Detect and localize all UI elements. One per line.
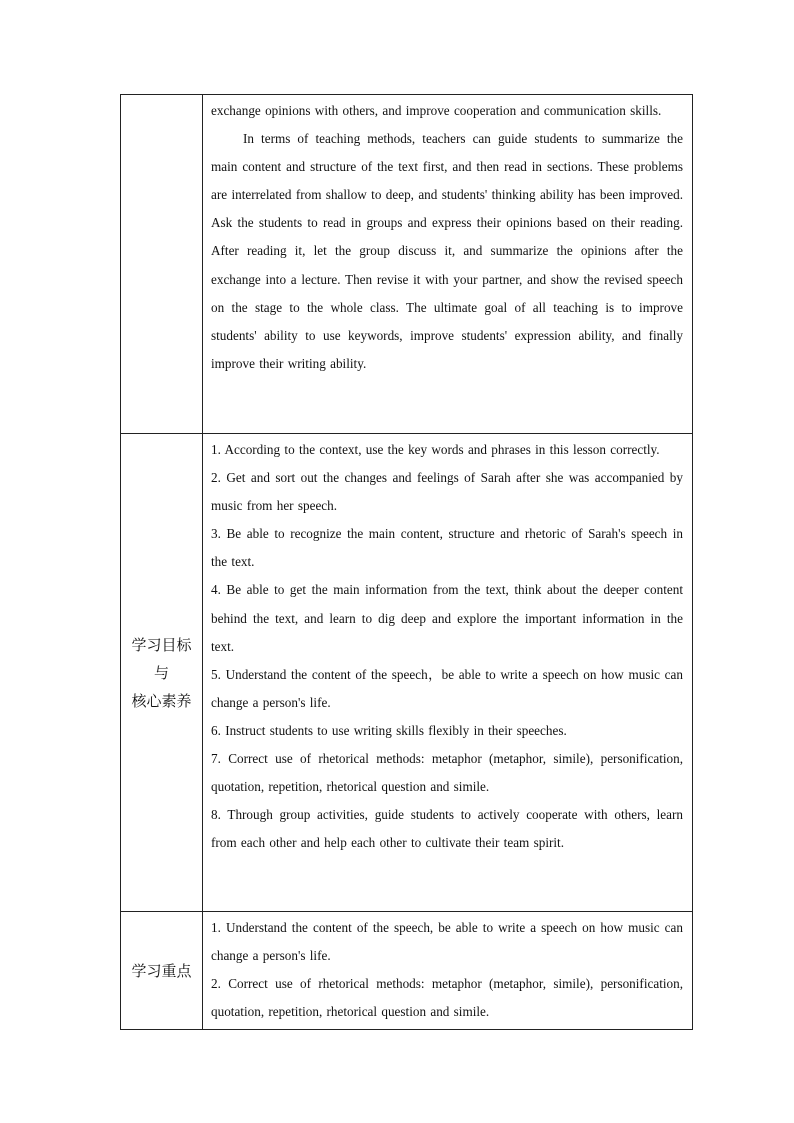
table-row-teaching-methods (121, 95, 693, 434)
objective-item-2: 2. Get and sort out the changes and feelings of Sarah after she was accompanied by music from her speech. (211, 470, 683, 514)
row-content-key-points (203, 912, 693, 1030)
row-label-learning-objectives (121, 434, 203, 912)
row-label-key-points (121, 912, 203, 1030)
objective-item-1: 1. According to the context, use the key words and phrases in this lesson correctly. (211, 442, 660, 457)
objective-item-8: 8. Through group activities, guide students to actively cooperate with others, learn from each other and help each other to cultivate their team spirit. (211, 807, 683, 851)
lesson-plan-table (120, 94, 693, 1030)
label-line-1: 学习目标 (131, 635, 192, 654)
objective-item-4: 4. Be able to get the main information from the text, think about the deeper content behind the text, and learn to dig deep and explore the important information in the text. (211, 582, 683, 654)
label-line-3: 核心素养 (131, 691, 192, 710)
table-row-key-points (121, 912, 693, 1030)
label-line-key-points: 学习重点 (131, 961, 192, 980)
key-point-item-1: 1. Understand the content of the speech, be able to write a speech on how music can change a person's life. (211, 920, 683, 964)
paragraph-teaching-methods: In terms of teaching methods, teachers can guide students to summarize the main content and structure of the text first, and then read in sections. These problems are interrelated from shallow to deep, and students' thinking ability has been improved. Ask the students to read in groups and express their opinions based on their reading. After reading it, let the group discuss it, and summarize the opinions after the exchange into a lecture. Then revise it with your partner, and show the revised speech on the stage to the whole class. The ultimate goal of all teaching is to improve students' ability to use keywords, improve students' expression ability, and finally improve their writing ability. (211, 131, 683, 371)
row-content-learning-objectives (203, 434, 693, 912)
row-label-empty (121, 95, 203, 434)
objective-item-6: 6. Instruct students to use writing skills flexibly in their speeches. (211, 722, 567, 738)
objective-item-5: 5. Understand the content of the speech，be able to write a speech on how music can change a person's life. (211, 666, 683, 710)
key-point-item-2: 2. Correct use of rhetorical methods: metaphor (metaphor, simile), personification, quotation, repetition, rhetorical question and simile. (211, 976, 683, 1020)
objective-item-7: 7. Correct use of rhetorical methods: metaphor (metaphor, simile), personification, quotation, repetition, rhetorical question and simile. (211, 751, 683, 795)
paragraph-continuation: exchange opinions with others, and improve cooperation and communication skills. (211, 103, 662, 118)
label-line-2: 与 (153, 663, 169, 682)
objective-item-3: 3. Be able to recognize the main content, structure and rhetoric of Sarah's speech in the text. (211, 526, 683, 570)
table-row-learning-objectives (121, 434, 693, 912)
row-content-teaching-methods (203, 95, 693, 434)
